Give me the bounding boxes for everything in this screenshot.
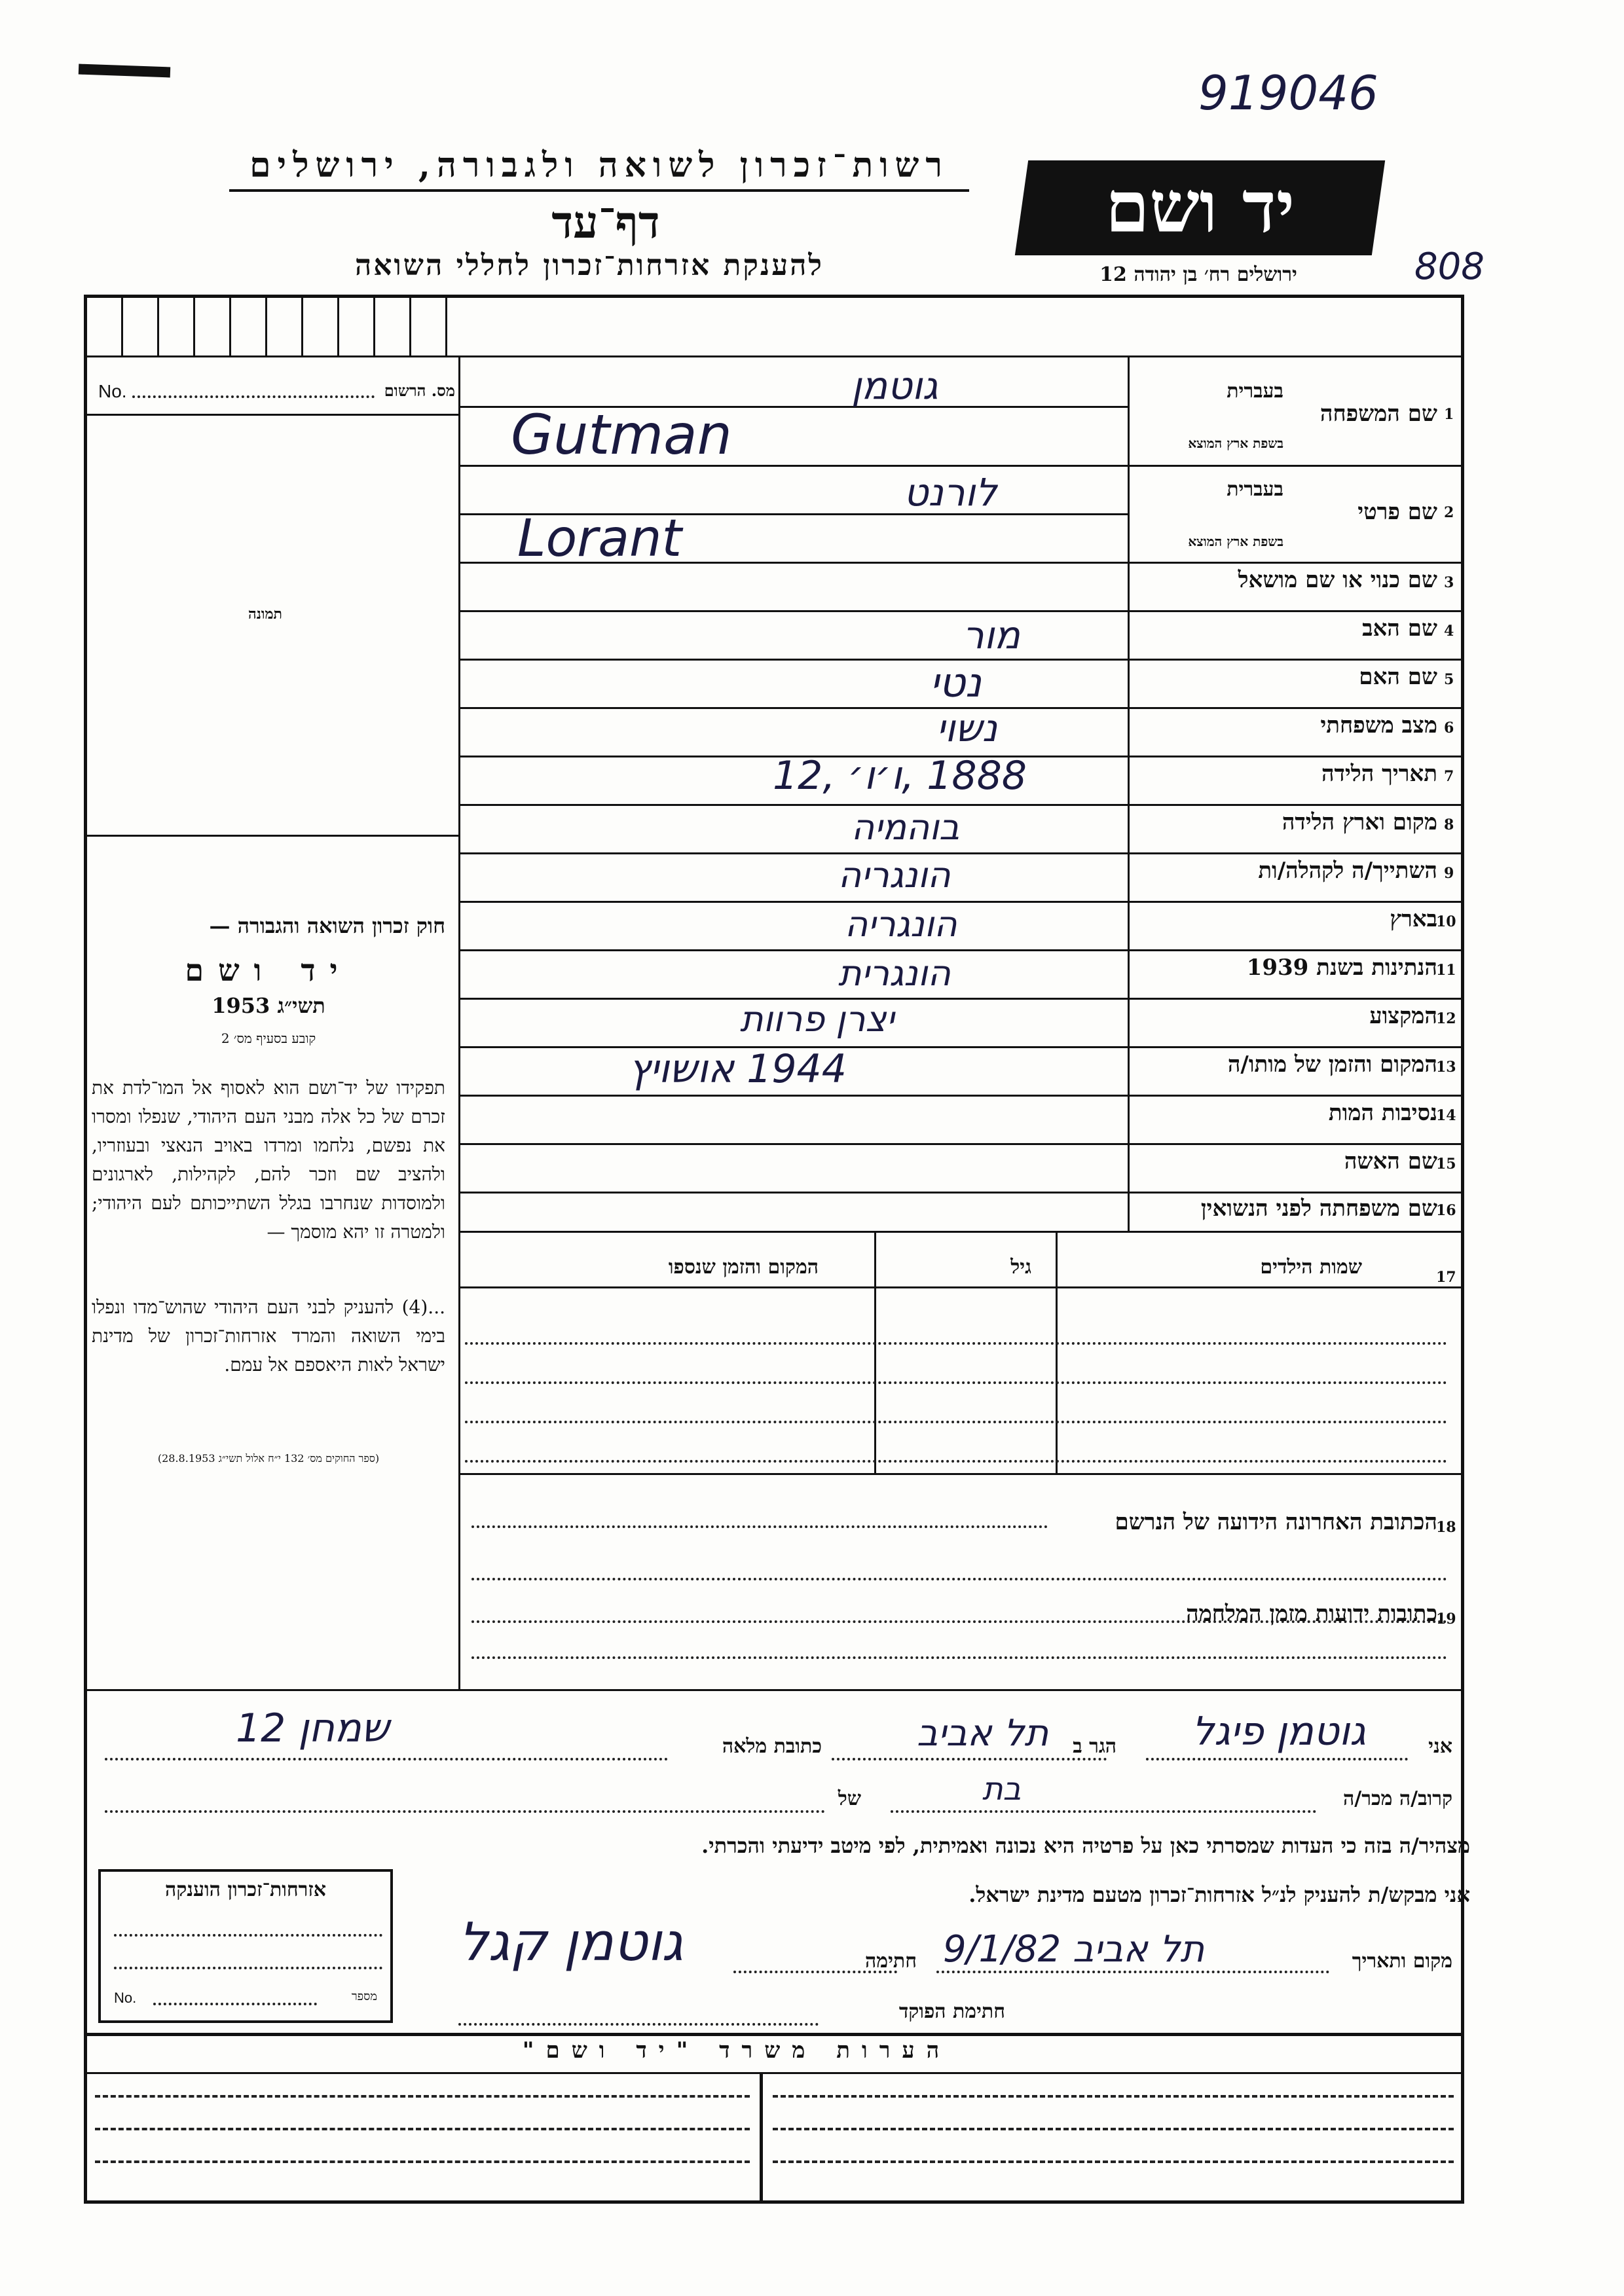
archive-number: 919046 — [1198, 65, 1378, 120]
field-row-line — [458, 1143, 1464, 1145]
field-label-profession: המקצוע — [1369, 1003, 1437, 1029]
field-sublabel-origin-language: בשפת ארץ המוצא — [1188, 534, 1283, 549]
office-notes-top-line — [84, 2033, 1464, 2036]
law-clause-ref: קובע בסעיף מס׳ 2 — [221, 1030, 316, 1046]
relation-value[interactable]: בת — [982, 1771, 1022, 1808]
marital-status-value[interactable]: נשוי — [936, 706, 998, 750]
signature-label: חתימה — [865, 1950, 917, 1973]
field-label-father-name: שם האב — [1362, 615, 1437, 642]
declarer-i-label: אני — [1428, 1735, 1452, 1758]
field-number: 1 — [1444, 406, 1454, 423]
top-box-divider — [157, 295, 159, 355]
declaration-statement: מצהיר/ה בזה כי העדות שמסרתי כאן על פרטיה היא נכונה ואמיתית, לפי מיטב ידיעתי והכרתי. — [701, 1833, 1470, 1858]
first-name-latin-value[interactable]: Lorant — [517, 509, 682, 568]
field-row-line — [458, 998, 1464, 1000]
death-place-time-value[interactable]: 1944 אושויץ — [629, 1046, 847, 1092]
field-label-mother-name: שם האם — [1359, 664, 1437, 690]
field-number: 12 — [1436, 1010, 1456, 1027]
profession-value[interactable]: יצרן פרוות — [740, 998, 895, 1040]
top-box-divider — [373, 295, 375, 355]
top-box-divider — [337, 295, 339, 355]
field-label-first-name: שם פרטי — [1357, 499, 1437, 525]
office-notes-row[interactable] — [773, 2160, 1454, 2163]
citizenship-number-label: מספר — [351, 1990, 377, 2003]
photo-label: תמונה — [248, 606, 282, 623]
organization-line: רשות־זכרון לשואה ולגבורה, ירושלים — [229, 145, 969, 192]
law-name: יד ושם — [185, 953, 352, 988]
form-title: דף־עד — [551, 196, 660, 249]
wartime-addresses-field[interactable] — [471, 1656, 1447, 1659]
office-notes-row[interactable] — [95, 2128, 750, 2130]
field-row-line — [458, 949, 1464, 951]
wartime-addresses-label: כתובות ידועות מזמן המלחמה — [1186, 1601, 1437, 1627]
photo-bottom-line — [84, 835, 458, 837]
officer-signature-label: חתימת הפוקד — [898, 2000, 1005, 2023]
place-date-field[interactable] — [936, 1971, 1329, 1973]
registration-no-row — [98, 381, 455, 407]
form-subtitle: להענקת אזרחות־זכרון לחללי השואה — [354, 249, 824, 282]
field-row-line — [458, 1192, 1464, 1194]
citizenship-granted-box — [98, 1869, 393, 2023]
declarer-name-field[interactable] — [1146, 1758, 1408, 1760]
field-label-birth-date: תאריך הלידה — [1321, 761, 1437, 787]
of-label: של — [838, 1787, 861, 1810]
children-place-header: המקום והזמן שנספו — [668, 1256, 819, 1279]
first-name-hebrew-value[interactable]: לורנט — [904, 470, 997, 515]
top-box-divider — [409, 295, 411, 355]
top-box-bottom-line — [84, 355, 1464, 357]
citizenship-request: אני מבקש/ת להעניק לנ״ל אזרחות־זכרון מטעם מדינת ישראל. — [969, 1882, 1470, 1907]
last-known-address-field-line-2[interactable] — [471, 1578, 1447, 1580]
declarer-city-value[interactable]: תל אביב — [917, 1712, 1049, 1755]
country-value[interactable]: הונגריה — [845, 903, 957, 945]
top-box-divider — [445, 295, 447, 355]
field-number: 16 — [1436, 1202, 1456, 1219]
top-box-divider — [301, 295, 303, 355]
photo-area[interactable] — [88, 419, 455, 831]
law-year: תשי״ג 1953 — [212, 993, 325, 1018]
field-row-line — [458, 1095, 1464, 1097]
declarer-address-value[interactable]: שמחן 12 — [236, 1705, 390, 1751]
law-footnote: (ספר החוקים מס׳ 132 י״ח אלול תשי״ג 28.8.1953) — [157, 1452, 380, 1465]
yad-vashem-address: ירושלים רח׳ בן יהודה 12 — [1099, 263, 1297, 286]
top-box-divider — [193, 295, 195, 355]
yad-vashem-logo — [1015, 160, 1385, 255]
left-column-divider — [458, 355, 460, 1231]
law-paragraph-2: ...(4) להעניק לבני העם היהודי שהוש־מדו ונפלו בימי השואה והמרד אזרחות־זכרון של מדינת ישראל לאות היאספם אל עמם. — [92, 1296, 445, 1376]
field-number: 17 — [1436, 1269, 1456, 1286]
father-name-value[interactable]: מור — [963, 613, 1020, 657]
children-column-divider — [1056, 1231, 1058, 1473]
registration-number-field[interactable] — [132, 395, 375, 398]
field-number: 10 — [1436, 913, 1456, 930]
field-number: 19 — [1436, 1611, 1456, 1628]
scan-smudge-mark — [79, 64, 170, 78]
children-bottom-line — [458, 1473, 1464, 1475]
declarer-address-field[interactable] — [105, 1758, 668, 1760]
office-notes-row[interactable] — [773, 2128, 1454, 2130]
citizenship-granted-line[interactable] — [114, 1967, 382, 1969]
relation-field[interactable] — [891, 1810, 1316, 1813]
declarer-city-field[interactable] — [832, 1758, 1107, 1760]
left-column-divider-lower — [458, 1231, 460, 1689]
field-number: 15 — [1436, 1156, 1456, 1173]
full-address-label: כתובת מלאה — [722, 1735, 822, 1758]
field-sublabel-hebrew: בעברית — [1227, 380, 1283, 403]
field-row-line — [458, 852, 1464, 854]
field-row-line — [458, 610, 1464, 612]
field-number: 11 — [1436, 962, 1456, 979]
field-row-line — [458, 1231, 1464, 1233]
last-known-address-field[interactable] — [471, 1525, 1048, 1528]
registration-row-line — [84, 414, 458, 416]
field-number: 8 — [1444, 816, 1454, 833]
law-title: חוק זכרון השואה והגבורה — — [209, 913, 445, 938]
field-number: 3 — [1444, 574, 1454, 591]
last-known-address-label: הכתובת האחרונה הידועה של הנרשם — [1115, 1509, 1437, 1535]
family-name-latin-value[interactable]: Gutman — [511, 403, 732, 467]
top-box-divider — [265, 295, 267, 355]
field-row-line — [458, 804, 1464, 806]
side-mark: 808 — [1414, 246, 1485, 288]
relative-label: קרוב/ה מכר/ה — [1343, 1787, 1452, 1810]
children-column-divider — [874, 1231, 876, 1473]
field-number: 2 — [1444, 504, 1454, 521]
no-label: No. — [98, 381, 127, 401]
citizenship-granted-line[interactable] — [114, 1934, 382, 1937]
address-section-bottom-line — [84, 1689, 1464, 1691]
field-label-family-name: שם המשפחה — [1320, 401, 1437, 427]
field-row-line — [458, 1046, 1464, 1048]
place-date-value[interactable]: תל אביב 9/1/82 — [943, 1928, 1205, 1971]
field-sublabel-origin-language: בשפת ארץ המוצא — [1188, 435, 1283, 451]
birth-place-value[interactable]: בוהמיה — [851, 807, 960, 848]
citizenship-number-field[interactable] — [153, 2003, 317, 2005]
resides-in-label: הגר ב — [1073, 1735, 1116, 1758]
field-number: 5 — [1444, 671, 1454, 688]
office-notes-row[interactable] — [773, 2095, 1454, 2098]
children-row[interactable] — [465, 1342, 1447, 1345]
field-label-death-place-time: המקום והזמן של מותו/ה — [1227, 1051, 1437, 1078]
children-age-header: גיל — [1010, 1256, 1031, 1279]
officer-signature-field[interactable] — [458, 2023, 819, 2026]
field-number: 18 — [1436, 1519, 1456, 1536]
law-paragraph-1: תפקידו של יד־ושם הוא לאסוף אל המו־לדת את זכרם של כל אלה מבני העם היהודי, שנפלו ומסרו את נפשם, נלחמו ומרדו באויב הנאצי ובעוזריו, ולהציב שם וזכר להם, לקהילות, לארגונים ולמוסדות שנחרבו בגלל השתייכותם לעם היהודי; ולמטרה זו יהא מוסמך — — [92, 1077, 445, 1243]
top-box-divider — [121, 295, 123, 355]
family-name-hebrew-value[interactable]: גוטמן — [851, 363, 938, 408]
office-notes-header-line — [84, 2072, 1464, 2074]
declarer-signature[interactable]: גוטמן קגל — [458, 1912, 684, 1973]
field-sublabel-hebrew: בעברית — [1227, 478, 1283, 501]
mother-name-value[interactable]: נטי — [930, 659, 982, 706]
declarer-name-value[interactable]: גוטמן פיגל — [1192, 1709, 1366, 1755]
citizenship-no-label: No. — [114, 1990, 137, 2006]
field-label-wife-maiden-name: שם משפחתה לפני הנשואין — [1200, 1195, 1437, 1222]
place-date-label: מקום ותאריך — [1352, 1950, 1452, 1973]
office-notes-row[interactable] — [95, 2160, 750, 2163]
field-label-marital-status: מצב משפחתי — [1320, 712, 1437, 738]
field-number: 14 — [1436, 1107, 1456, 1124]
field-label-community: השתייך/ה לקהלה/ות — [1258, 858, 1437, 884]
birth-date-value[interactable]: 1888 ,ו׳ו׳ ,12 — [773, 753, 1027, 799]
office-notes-row[interactable] — [95, 2095, 750, 2098]
children-names-header: שמות הילדים — [1260, 1256, 1362, 1279]
logo-text: יד ושם — [1105, 166, 1295, 249]
citizenship-granted-title: אזרחות־זכרון הוענקה — [164, 1878, 327, 1901]
relation-of-field[interactable] — [105, 1810, 825, 1813]
field-label-country: בארץ — [1390, 906, 1437, 932]
children-row[interactable] — [465, 1460, 1447, 1463]
field-number: 13 — [1436, 1059, 1456, 1076]
field-number: 7 — [1444, 768, 1454, 785]
field-label-nickname: שם כנוי או שם מושאל — [1238, 567, 1437, 593]
top-box-divider — [229, 295, 231, 355]
field-label-death-circumstances: נסיבות המות — [1328, 1100, 1437, 1126]
field-number: 4 — [1444, 623, 1454, 640]
signature-field[interactable] — [733, 1971, 897, 1973]
field-row-line — [458, 901, 1464, 903]
children-row[interactable] — [465, 1421, 1447, 1423]
office-notes-title: הערות משרד "יד ושם" — [522, 2037, 951, 2064]
citizenship-1939-value[interactable]: הונגרית — [838, 953, 951, 994]
field-number: 6 — [1444, 720, 1454, 737]
office-notes-column-divider — [760, 2072, 763, 2203]
field-label-wife-name: שם האשה — [1344, 1148, 1437, 1175]
children-header-line — [458, 1286, 1464, 1288]
children-row[interactable] — [465, 1381, 1447, 1384]
field-label-birth-place: מקום וארץ הלידה — [1282, 809, 1437, 835]
registration-number-label: מס. הרשום — [384, 381, 455, 400]
field-number: 9 — [1444, 865, 1454, 882]
community-value[interactable]: הונגריה — [838, 854, 951, 896]
field-label-citizenship-1939: הנתינות בשנת 1939 — [1246, 955, 1437, 981]
label-column-divider — [1128, 355, 1130, 1231]
